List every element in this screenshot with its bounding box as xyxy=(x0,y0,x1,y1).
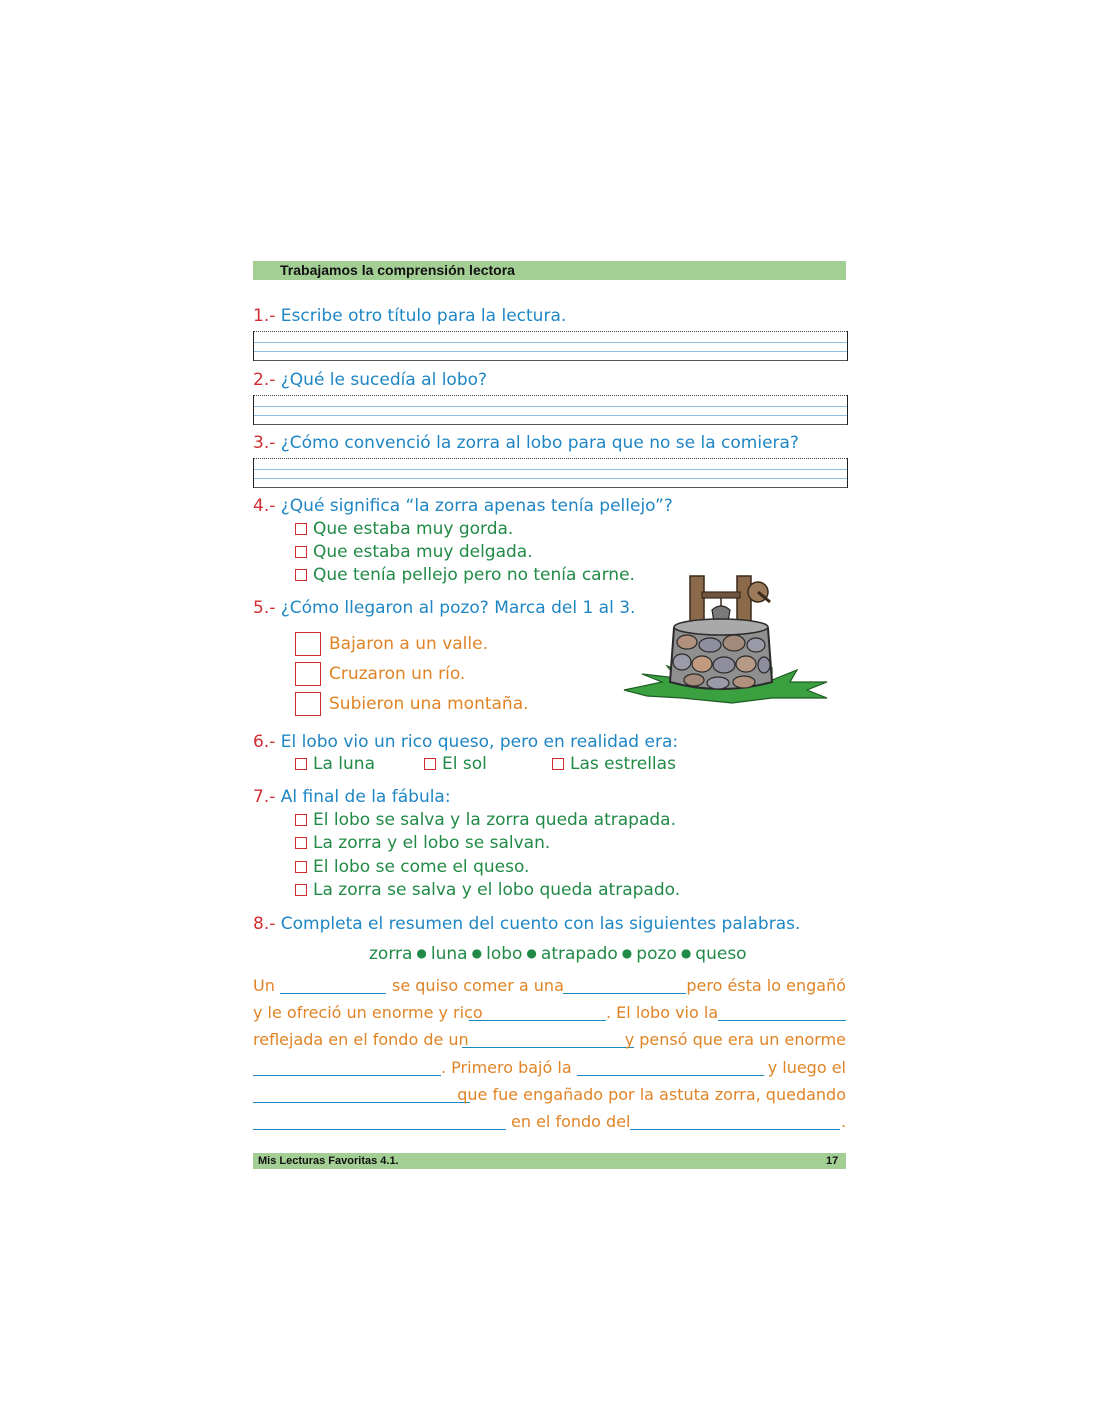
q5-option-2[interactable] xyxy=(295,660,465,688)
summary-text: reflejada en el fondo de un xyxy=(253,1030,469,1049)
question-text: ¿Qué significa “la zorra apenas tenía pellejo”? xyxy=(275,496,673,516)
blank-field[interactable] xyxy=(630,1115,840,1130)
option-label: La zorra y el lobo se salvan. xyxy=(313,833,551,853)
option-label: El sol xyxy=(442,754,487,774)
option-label: Que tenía pellejo pero no tenía carne. xyxy=(313,565,635,585)
summary-text: Un xyxy=(253,976,275,995)
q4-option-1[interactable] xyxy=(295,518,513,540)
checkbox[interactable] xyxy=(295,569,307,581)
word: atrapado xyxy=(540,944,618,964)
word: zorra xyxy=(369,944,413,964)
answer-field-1[interactable] xyxy=(253,331,848,361)
option-label: Bajaron a un valle. xyxy=(329,634,488,654)
answer-field-2[interactable] xyxy=(253,395,848,425)
question-text: ¿Cómo convenció la zorra al lobo para que no se la comiera? xyxy=(275,433,799,453)
summary-text: pero ésta lo engañó xyxy=(686,976,846,995)
q6-option-3[interactable] xyxy=(552,753,676,775)
option-label: Que estaba muy delgada. xyxy=(313,542,533,562)
blank-field[interactable] xyxy=(563,979,686,994)
blank-field[interactable] xyxy=(253,1115,506,1130)
question-7 xyxy=(253,786,451,808)
option-label: El lobo se come el queso. xyxy=(313,857,530,877)
option-label: Las estrellas xyxy=(570,754,676,774)
question-text: ¿Qué le sucedía al lobo? xyxy=(275,370,488,390)
blank-field[interactable] xyxy=(469,1006,606,1021)
question-6 xyxy=(253,731,678,753)
question-5 xyxy=(253,597,635,619)
q4-option-2[interactable] xyxy=(295,541,533,563)
question-2 xyxy=(253,369,487,391)
question-text: ¿Cómo llegaron al pozo? Marca del 1 al 3. xyxy=(275,598,636,618)
q5-option-3[interactable] xyxy=(295,690,529,718)
checkbox[interactable] xyxy=(295,837,307,849)
option-label: Cruzaron un río. xyxy=(329,664,466,684)
question-number: 2.- xyxy=(253,370,276,390)
q7-option-2[interactable] xyxy=(295,832,550,854)
summary-text: y le ofreció un enorme y rico xyxy=(253,1003,483,1022)
order-box[interactable] xyxy=(295,662,321,686)
order-box[interactable] xyxy=(295,632,321,656)
question-number: 4.- xyxy=(253,496,276,516)
checkbox[interactable] xyxy=(424,758,436,770)
option-label: Que estaba muy gorda. xyxy=(313,519,514,539)
summary-line-2 xyxy=(253,1002,846,1024)
question-number: 6.- xyxy=(253,732,276,752)
summary-line-3 xyxy=(253,1029,846,1051)
word: pozo xyxy=(636,944,677,964)
answer-field-3[interactable] xyxy=(253,458,848,488)
question-number: 1.- xyxy=(253,306,276,326)
blank-field[interactable] xyxy=(253,1061,441,1076)
question-text: Completa el resumen del cuento con las siguientes palabras. xyxy=(275,914,801,934)
q7-option-3[interactable] xyxy=(295,856,529,878)
checkbox[interactable] xyxy=(295,814,307,826)
blank-field[interactable] xyxy=(253,1088,470,1103)
checkbox[interactable] xyxy=(295,861,307,873)
question-number: 3.- xyxy=(253,433,276,453)
option-label: Subieron una montaña. xyxy=(329,694,529,714)
blank-field[interactable] xyxy=(718,1006,846,1021)
question-text: Al final de la fábula: xyxy=(275,787,451,807)
checkbox[interactable] xyxy=(552,758,564,770)
summary-text: que fue engañado por la astuta zorra, quedando xyxy=(457,1085,846,1104)
question-text: Escribe otro título para la lectura. xyxy=(275,306,567,326)
blank-field[interactable] xyxy=(280,979,386,994)
word-bank: zorra ● luna ● lobo ● atrapado ● pozo ● queso xyxy=(369,944,747,964)
q6-option-1[interactable] xyxy=(295,753,375,775)
question-4 xyxy=(253,495,673,517)
blank-field[interactable] xyxy=(577,1061,764,1076)
checkbox[interactable] xyxy=(295,884,307,896)
question-3 xyxy=(253,432,799,454)
option-label: La luna xyxy=(313,754,375,774)
question-8 xyxy=(253,913,800,935)
summary-line-1 xyxy=(253,975,846,997)
page-number: 17 xyxy=(826,1155,839,1167)
option-label: La zorra se salva y el lobo queda atrapado. xyxy=(313,880,681,900)
word: lobo xyxy=(486,944,523,964)
q7-option-4[interactable] xyxy=(295,879,680,901)
word: queso xyxy=(695,944,747,964)
question-number: 7.- xyxy=(253,787,276,807)
question-text: El lobo vio un rico queso, pero en realidad era: xyxy=(275,732,679,752)
summary-text: y luego el xyxy=(767,1058,846,1077)
q7-option-1[interactable] xyxy=(295,809,676,831)
q6-option-2[interactable] xyxy=(424,753,487,775)
summary-text: . El lobo vio la xyxy=(606,1003,719,1022)
summary-text: . xyxy=(841,1112,847,1131)
question-number: 5.- xyxy=(253,598,276,618)
option-label: El lobo se salva y la zorra queda atrapada. xyxy=(313,810,676,830)
summary-text: y pensó que era un enorme xyxy=(624,1030,846,1049)
section-title: Trabajamos la comprensión lectora xyxy=(280,262,515,278)
blank-field[interactable] xyxy=(462,1033,634,1048)
book-title: Mis Lecturas Favoritas 4.1. xyxy=(258,1155,399,1167)
order-box[interactable] xyxy=(295,692,321,716)
q4-option-3[interactable] xyxy=(295,564,635,586)
question-number: 8.- xyxy=(253,914,276,934)
word: luna xyxy=(430,944,468,964)
checkbox[interactable] xyxy=(295,546,307,558)
question-1 xyxy=(253,305,566,327)
checkbox[interactable] xyxy=(295,758,307,770)
checkbox[interactable] xyxy=(295,523,307,535)
summary-text: se quiso comer a una xyxy=(392,976,564,995)
well-icon xyxy=(622,570,832,710)
summary-text: en el fondo del xyxy=(511,1112,631,1131)
summary-text: . Primero bajó la xyxy=(441,1058,572,1077)
q5-option-1[interactable] xyxy=(295,630,488,658)
